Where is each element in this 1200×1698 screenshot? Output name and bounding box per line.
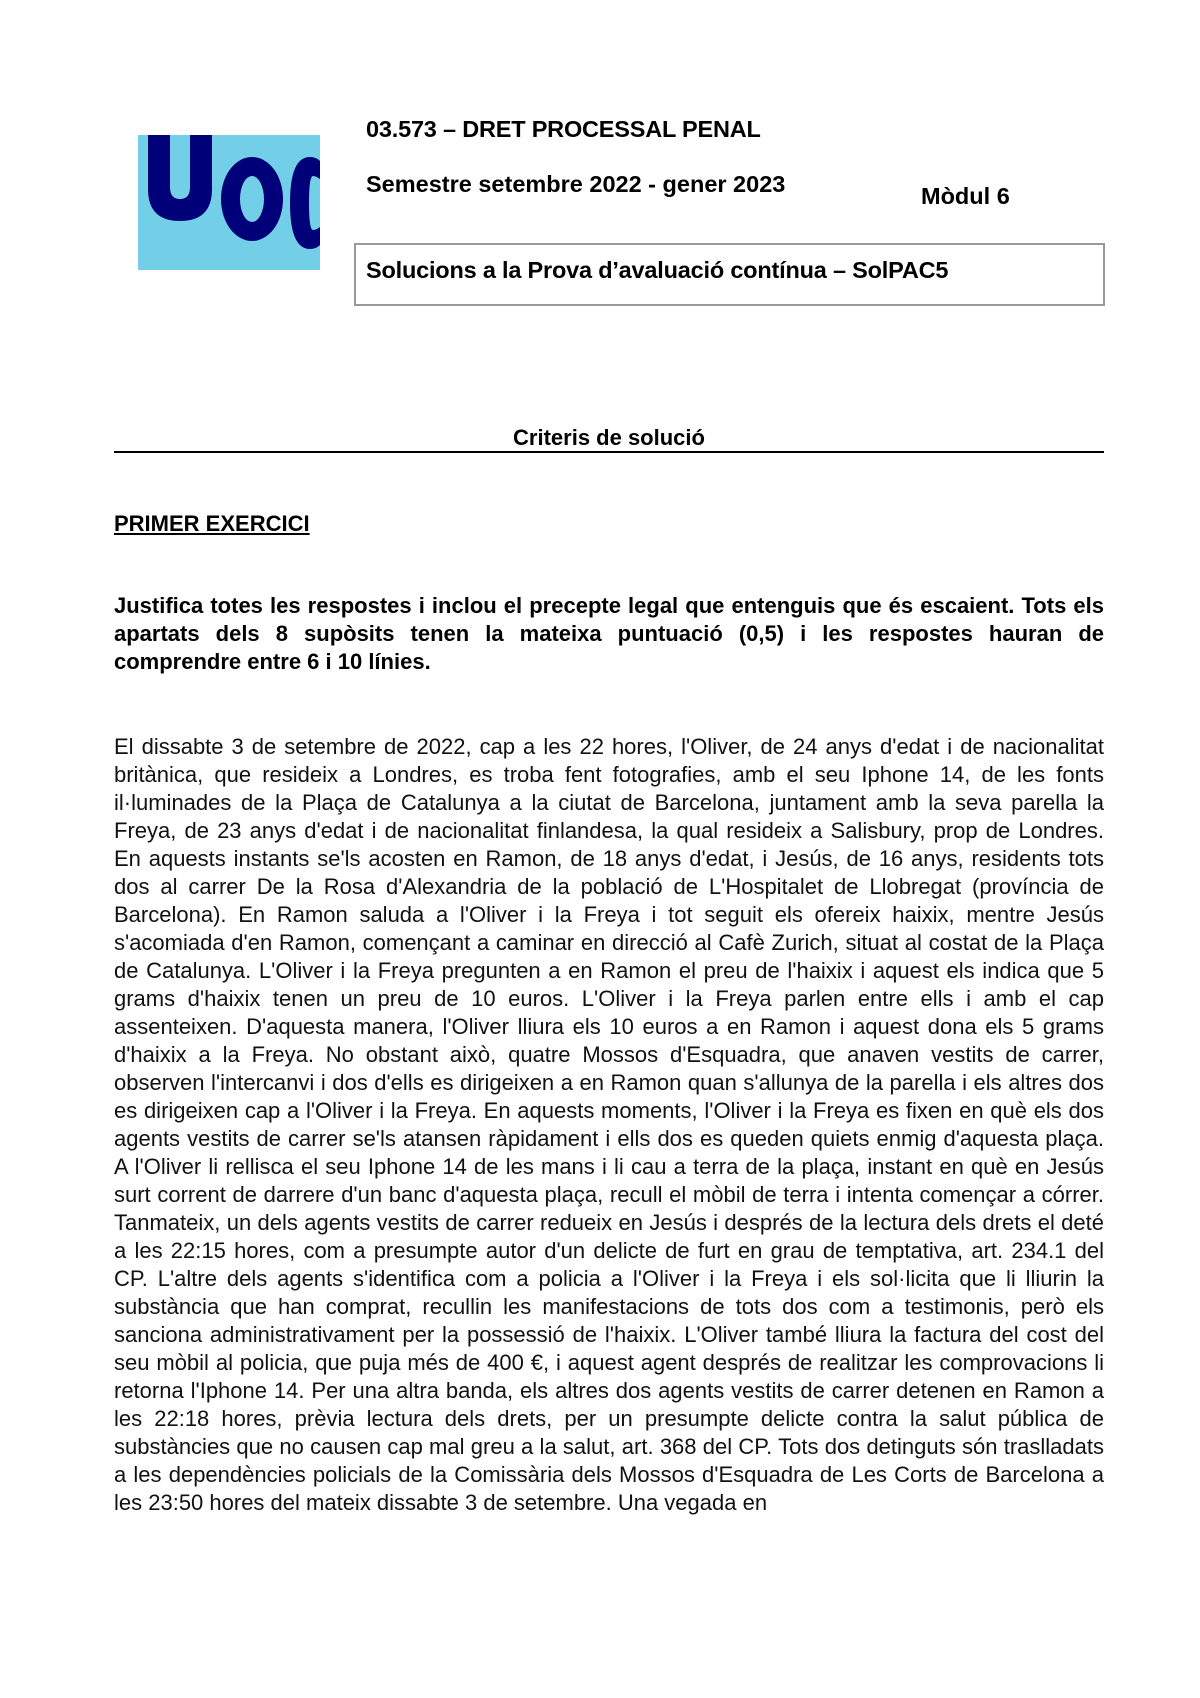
module-label: Mòdul 6: [921, 183, 1010, 209]
uoc-logo: [138, 135, 320, 270]
exercise-instructions: Justifica totes les respostes i inclou el precepte legal que entenguis que és escaient. Tots els apartats dels 8 supòsits tenen la mateixa puntuació (0,5) i les respostes hauran de comprendre entre 6 i 10 línies.: [114, 593, 1104, 674]
course-title: 03.573 – DRET PROCESSAL PENAL: [366, 116, 761, 142]
document-title-box: [354, 243, 1105, 306]
heading-divider: [114, 451, 1104, 453]
document-title: Solucions a la Prova d’avaluació contínua – SolPAC5: [366, 257, 949, 283]
criteria-heading: Criteris de solució: [513, 425, 705, 450]
case-statement: El dissabte 3 de setembre de 2022, cap a les 22 hores, l'Oliver, de 24 anys d'edat i de nacionalitat britànica, que resideix a Londres, es troba fent fotografies, amb el seu Iphone 14, de les fonts il·luminades de la Plaça de Catalunya a la ciutat de Barcelona, juntament amb la seva parella la Freya, de 23 anys d'edat i de nacionalitat finlandesa, la qual resideix a Salisbury, prop de Londres. En aquests instants se'ls acosten en Ramon, de 18 anys d'edat, i Jesús, de 16 anys, residents tots dos al carrer De la Rosa d'Alexandria de la població de L'Hospitalet de Llobregat (província de Barcelona). En Ramon saluda a l'Oliver i la Freya i tot seguit els ofereix haixix, mentre Jesús s'acomiada d'en Ramon, començant a caminar en direcció al Cafè Zurich, situat al costat de la Plaça de Catalunya. L'Oliver i la Freya pregunten a en Ramon el preu de l'haixix i aquest els indica que 5 grams d'haixix tenen un preu de 10 euros. L'Oliver i la Freya parlen entre ells i amb el cap assenteixen. D'aquesta manera, l'Oliver lliura els 10 euros a en Ramon i aquest dona els 5 grams d'haixix a la Freya. No obstant això, quatre Mossos d'Esquadra, que anaven vestits de carrer, observen l'intercanvi i dos d'ells es dirigeixen a en Ramon quan s'allunya de la parella i els altres dos es dirigeixen cap a l'Oliver i la Freya. En aquests moments, l'Oliver i la Freya es fixen en què els dos agents vestits de carrer se'ls atansen ràpidament i ells dos es queden quiets enmig d'aquesta plaça. A l'Oliver li rellisca el seu Iphone 14 de les mans i li cau a terra de la plaça, instant en què en Jesús surt corrent de darrere d'un banc d'aquesta plaça, recull el mòbil de terra i intenta començar a córrer. Tanmateix, un dels agents vestits de carrer redueix en Jesús i després de la lectura dels drets el deté a les 22:15 hores, com a presumpte autor d'un delicte de furt en grau de temptativa, art. 234.1 del CP. L'altre dels agents s'identifica com a policia a l'Oliver i la Freya i els sol·licita que li lliurin la substància que han comprat, recullin les manifestacions de tots dos com a testimonis, però els sanciona administrativament per la possessió de l'haixix. L'Oliver també lliura la factura del cost del seu mòbil al policia, que puja més de 400 €, i aquest agent després de realitzar les comprovacions li retorna l'Iphone 14. Per una altra banda, els altres dos agents vestits de carrer detenen en Ramon a les 22:18 hores, prèvia lectura dels drets, per un presumpte delicte contra la salut pública de substàncies que no causen cap mal greu a la salut, art. 368 del CP. Tots dos detinguts són traslladats a les dependències policials de la Comissària dels Mossos d'Esquadra de Les Corts de Barcelona a les 23:50 hores del mateix dissabte 3 de setembre. Una vegada en: [114, 734, 1104, 1515]
uoc-logo-mark: [138, 135, 320, 270]
semester-label: Semestre setembre 2022 - gener 2023: [366, 171, 786, 197]
exercise-heading: PRIMER EXERCICI: [114, 511, 310, 536]
